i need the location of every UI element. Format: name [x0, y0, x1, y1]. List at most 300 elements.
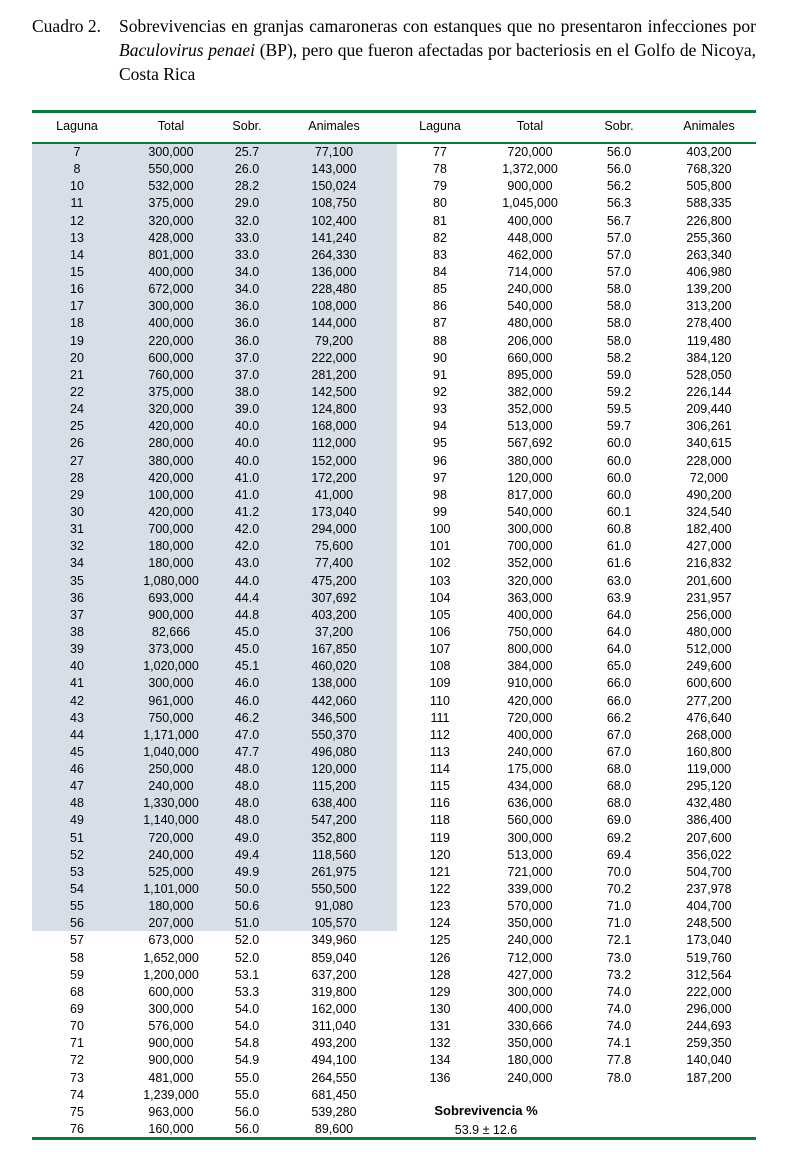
header-animales-left: Animales [308, 119, 360, 133]
table-row [0, 1035, 796, 1052]
right-cell-sobr: 66.0 [606, 693, 632, 708]
right-cell-total: 300,000 [507, 830, 553, 845]
left-cell-animales: 859,040 [311, 950, 357, 965]
left-cell-total: 963,000 [148, 1104, 194, 1119]
left-cell-laguna: 49 [70, 813, 84, 828]
right-cell-animales: 588,335 [686, 196, 732, 211]
right-cell-total: 339,000 [507, 882, 553, 897]
left-cell-total: 240,000 [148, 779, 194, 794]
left-cell-laguna: 38 [70, 624, 84, 639]
left-cell-laguna: 68 [70, 984, 84, 999]
left-cell-total: 300,000 [148, 299, 194, 314]
left-cell-sobr: 34.0 [234, 282, 260, 297]
left-cell-animales: 281,200 [311, 367, 357, 382]
right-cell-laguna: 113 [430, 744, 450, 759]
left-cell-total: 220,000 [148, 333, 194, 348]
right-cell-animales: 139,200 [686, 282, 732, 297]
right-cell-sobr: 56.0 [606, 145, 632, 159]
left-cell-sobr: 34.0 [234, 264, 260, 279]
right-cell-sobr: 68.0 [606, 779, 632, 794]
table-row [0, 1121, 400, 1138]
right-cell-laguna: 93 [433, 402, 447, 417]
left-cell-total: 207,000 [148, 916, 194, 931]
left-cell-laguna: 12 [70, 213, 84, 228]
left-cell-animales: 91,080 [314, 899, 354, 914]
left-cell-total: 82,666 [151, 624, 191, 639]
right-cell-sobr: 74.1 [606, 1036, 632, 1051]
left-cell-total: 240,000 [148, 847, 194, 862]
table-row [0, 881, 796, 898]
right-cell-total: 380,000 [507, 453, 553, 468]
right-table [0, 144, 796, 1087]
header-total-right: Total [516, 119, 544, 133]
left-cell-animales: 352,800 [311, 830, 357, 845]
left-cell-animales: 264,550 [311, 1070, 357, 1085]
table-row [0, 555, 796, 572]
right-cell-sobr: 72.1 [606, 933, 632, 948]
right-cell-total: 300,000 [507, 522, 553, 537]
left-cell-laguna: 34 [70, 556, 84, 571]
table-row [0, 521, 796, 538]
left-cell-laguna: 58 [70, 950, 84, 965]
right-cell-total: 513,000 [507, 847, 553, 862]
left-cell-laguna: 51 [70, 830, 84, 845]
right-cell-animales: 263,340 [686, 247, 732, 262]
right-cell-sobr: 64.0 [606, 624, 632, 639]
right-cell-sobr: 68.0 [606, 762, 632, 777]
right-cell-total: 567,692 [507, 436, 553, 451]
left-cell-laguna: 22 [70, 384, 84, 399]
left-cell-laguna: 7 [73, 145, 81, 159]
left-cell-animales: 349,960 [311, 933, 357, 948]
right-cell-laguna: 108 [429, 659, 451, 674]
left-cell-sobr: 28.2 [234, 179, 260, 194]
table-row [0, 932, 796, 949]
right-cell-sobr: 69.0 [606, 813, 632, 828]
right-cell-total: 636,000 [507, 796, 553, 811]
right-cell-laguna: 79 [433, 179, 447, 194]
right-cell-total: 120,000 [507, 470, 553, 485]
left-cell-total: 180,000 [148, 899, 194, 914]
left-cell-sobr: 46.0 [234, 693, 260, 708]
left-cell-sobr: 49.0 [234, 830, 260, 845]
left-cell-total: 300,000 [148, 676, 194, 691]
right-cell-laguna: 77 [433, 145, 447, 159]
left-cell-total: 1,101,000 [143, 882, 199, 897]
table-row [0, 727, 796, 744]
right-cell-laguna: 87 [433, 316, 447, 331]
left-cell-laguna: 40 [70, 659, 84, 674]
right-cell-laguna: 100 [429, 522, 451, 537]
left-cell-laguna: 76 [70, 1122, 84, 1137]
left-cell-laguna: 35 [70, 573, 84, 588]
right-cell-total: 560,000 [507, 813, 553, 828]
left-cell-animales: 475,200 [311, 573, 357, 588]
left-cell-laguna: 27 [70, 453, 84, 468]
left-cell-animales: 261,975 [311, 864, 357, 879]
left-cell-sobr: 54.0 [234, 1019, 260, 1034]
left-cell-total: 1,239,000 [143, 1087, 199, 1102]
left-cell-sobr: 45.0 [234, 624, 260, 639]
left-cell-sobr: 56.0 [234, 1122, 260, 1137]
right-cell-animales: 306,261 [686, 419, 732, 434]
right-cell-total: 427,000 [507, 967, 553, 982]
left-cell-animales: 311,040 [311, 1019, 357, 1034]
right-cell-animales: 768,320 [686, 162, 732, 177]
right-cell-laguna: 132 [429, 1036, 451, 1051]
table-row [0, 641, 796, 658]
right-cell-animales: 504,700 [686, 864, 732, 879]
right-cell-sobr: 61.6 [606, 556, 632, 571]
left-cell-total: 1,200,000 [143, 967, 199, 982]
left-cell-laguna: 36 [70, 590, 84, 605]
left-cell-laguna: 32 [70, 539, 84, 554]
right-cell-animales: 231,957 [686, 590, 732, 605]
left-cell-sobr: 39.0 [234, 402, 260, 417]
left-cell-animales: 173,040 [311, 504, 357, 519]
table-row [0, 761, 796, 778]
left-cell-total: 600,000 [148, 984, 194, 999]
right-cell-animales: 519,760 [686, 950, 732, 965]
right-cell-total: 384,000 [507, 659, 553, 674]
left-cell-laguna: 48 [70, 796, 84, 811]
right-cell-laguna: 95 [433, 436, 447, 451]
left-cell-sobr: 53.3 [234, 984, 260, 999]
right-cell-total: 462,000 [507, 247, 553, 262]
left-cell-total: 400,000 [148, 264, 194, 279]
right-cell-sobr: 58.2 [606, 350, 632, 365]
left-cell-laguna: 42 [70, 693, 84, 708]
left-cell-laguna: 37 [70, 607, 84, 622]
right-cell-sobr: 60.0 [606, 470, 632, 485]
header-total-left: Total [157, 119, 185, 133]
left-cell-laguna: 30 [70, 504, 84, 519]
left-cell-animales: 77,100 [314, 145, 354, 159]
right-cell-total: 700,000 [507, 539, 553, 554]
right-cell-total: 910,000 [507, 676, 553, 691]
left-cell-total: 100,000 [148, 487, 194, 502]
table-row [0, 1070, 796, 1087]
table-row [0, 658, 796, 675]
right-cell-animales: 140,040 [686, 1053, 732, 1068]
right-cell-laguna: 120 [429, 847, 451, 862]
left-cell-laguna: 24 [70, 402, 84, 417]
left-cell-sobr: 46.0 [234, 676, 260, 691]
right-cell-laguna: 129 [429, 984, 451, 999]
left-cell-laguna: 19 [70, 333, 84, 348]
left-cell-animales: 460,020 [311, 659, 357, 674]
right-cell-total: 714,000 [507, 264, 553, 279]
right-cell-laguna: 125 [429, 933, 451, 948]
right-cell-laguna: 84 [433, 264, 447, 279]
left-cell-sobr: 49.4 [234, 847, 260, 862]
left-cell-sobr: 32.0 [234, 213, 260, 228]
left-cell-animales: 105,570 [311, 916, 357, 931]
table-row [0, 778, 796, 795]
left-cell-animales: 307,692 [311, 590, 357, 605]
left-cell-sobr: 48.0 [234, 779, 260, 794]
left-cell-total: 550,000 [148, 162, 194, 177]
right-cell-total: 800,000 [507, 642, 553, 657]
right-cell-animales: 480,000 [686, 624, 732, 639]
left-cell-animales: 550,500 [311, 882, 357, 897]
right-cell-animales: 182,400 [686, 522, 732, 537]
right-cell-animales: 187,200 [686, 1070, 732, 1085]
left-cell-animales: 144,000 [311, 316, 357, 331]
left-cell-sobr: 47.7 [234, 744, 260, 759]
right-cell-animales: 432,480 [686, 796, 732, 811]
left-cell-laguna: 10 [70, 179, 84, 194]
left-cell-animales: 115,200 [311, 779, 357, 794]
right-cell-laguna: 130 [429, 1002, 451, 1017]
left-cell-laguna: 72 [70, 1053, 84, 1068]
table-row [0, 984, 796, 1001]
left-cell-sobr: 38.0 [234, 384, 260, 399]
left-cell-total: 300,000 [148, 145, 194, 159]
right-cell-total: 420,000 [507, 693, 553, 708]
left-cell-laguna: 55 [70, 899, 84, 914]
right-cell-sobr: 56.7 [606, 213, 632, 228]
left-cell-laguna: 14 [70, 247, 84, 262]
table-row [0, 504, 796, 521]
table-row [0, 418, 796, 435]
left-cell-sobr: 50.6 [234, 899, 260, 914]
right-cell-sobr: 58.0 [606, 282, 632, 297]
right-cell-laguna: 134 [429, 1053, 451, 1068]
right-cell-laguna: 124 [429, 916, 451, 931]
right-cell-total: 330,666 [507, 1019, 553, 1034]
right-cell-animales: 207,600 [686, 830, 732, 845]
table-row [0, 744, 796, 761]
right-cell-animales: 226,144 [686, 384, 732, 399]
right-cell-animales: 209,440 [686, 402, 732, 417]
right-cell-total: 720,000 [507, 710, 553, 725]
left-cell-total: 1,652,000 [143, 950, 199, 965]
right-cell-animales: 226,800 [686, 213, 732, 228]
left-cell-total: 160,000 [148, 1122, 194, 1137]
table-row [0, 812, 796, 829]
right-cell-laguna: 85 [433, 282, 447, 297]
left-cell-animales: 142,500 [311, 384, 357, 399]
right-cell-laguna: 111 [430, 710, 450, 725]
caption-italic: Baculovirus penaei [119, 40, 255, 60]
right-cell-sobr: 58.0 [606, 299, 632, 314]
right-cell-animales: 248,500 [686, 916, 732, 931]
right-cell-animales: 255,360 [686, 230, 732, 245]
left-cell-laguna: 15 [70, 264, 84, 279]
right-cell-animales: 490,200 [686, 487, 732, 502]
right-cell-laguna: 78 [433, 162, 447, 177]
right-cell-sobr: 64.0 [606, 642, 632, 657]
right-cell-sobr: 60.0 [606, 487, 632, 502]
right-cell-laguna: 92 [433, 384, 447, 399]
right-cell-laguna: 110 [430, 693, 450, 708]
table-row [0, 367, 796, 384]
right-cell-animales: 512,000 [686, 642, 732, 657]
left-cell-animales: 228,480 [311, 282, 357, 297]
right-cell-laguna: 86 [433, 299, 447, 314]
left-cell-total: 576,000 [148, 1019, 194, 1034]
right-cell-total: 320,000 [507, 573, 553, 588]
left-cell-sobr: 47.0 [234, 727, 260, 742]
left-cell-animales: 77,400 [314, 556, 354, 571]
left-cell-total: 375,000 [148, 384, 194, 399]
right-cell-total: 721,000 [507, 864, 553, 879]
table-row [0, 1104, 400, 1121]
left-cell-total: 1,140,000 [143, 813, 199, 828]
right-cell-sobr: 59.0 [606, 367, 632, 382]
left-cell-total: 320,000 [148, 402, 194, 417]
left-cell-total: 420,000 [148, 470, 194, 485]
right-cell-animales: 119,000 [686, 762, 732, 777]
left-cell-sobr: 44.0 [234, 573, 260, 588]
right-cell-animales: 256,000 [686, 607, 732, 622]
left-cell-sobr: 50.0 [234, 882, 260, 897]
table-row [0, 161, 796, 178]
right-cell-laguna: 114 [430, 762, 450, 777]
table-row [0, 898, 796, 915]
right-cell-animales: 268,000 [686, 727, 732, 742]
right-cell-sobr: 67.0 [606, 744, 632, 759]
left-cell-laguna: 47 [70, 779, 84, 794]
table-row [0, 573, 796, 590]
table-row [0, 864, 796, 881]
left-cell-laguna: 17 [70, 299, 84, 314]
left-cell-sobr: 33.0 [234, 247, 260, 262]
table-row [0, 1018, 796, 1035]
right-cell-total: 363,000 [507, 590, 553, 605]
right-cell-animales: 406,980 [686, 264, 732, 279]
right-cell-animales: 201,600 [686, 573, 732, 588]
table-row [0, 795, 796, 812]
table-row [0, 590, 796, 607]
left-cell-animales: 162,000 [311, 1002, 357, 1017]
left-cell-laguna: 73 [70, 1070, 84, 1085]
right-cell-animales: 403,200 [686, 145, 732, 159]
left-cell-animales: 319,800 [311, 984, 357, 999]
table-row [0, 435, 796, 452]
header-laguna-right: Laguna [419, 119, 461, 133]
header-laguna-left: Laguna [56, 119, 98, 133]
left-cell-total: 760,000 [148, 367, 194, 382]
left-cell-laguna: 57 [70, 933, 84, 948]
left-cell-sobr: 45.1 [234, 659, 260, 674]
left-cell-total: 380,000 [148, 453, 194, 468]
left-cell-total: 700,000 [148, 522, 194, 537]
table-row [0, 675, 796, 692]
left-cell-laguna: 45 [70, 744, 84, 759]
right-cell-total: 382,000 [507, 384, 553, 399]
right-cell-animales: 278,400 [686, 316, 732, 331]
right-cell-total: 240,000 [507, 933, 553, 948]
table-row [0, 213, 796, 230]
right-cell-animales: 312,564 [686, 967, 732, 982]
table-row [0, 401, 796, 418]
left-cell-laguna: 16 [70, 282, 84, 297]
left-cell-laguna: 20 [70, 350, 84, 365]
left-cell-animales: 143,000 [311, 162, 357, 177]
right-cell-animales: 160,800 [686, 744, 732, 759]
right-cell-sobr: 74.0 [606, 1019, 632, 1034]
right-cell-total: 352,000 [507, 402, 553, 417]
right-cell-total: 180,000 [507, 1053, 553, 1068]
right-cell-total: 895,000 [507, 367, 553, 382]
right-cell-animales: 259,350 [686, 1036, 732, 1051]
left-cell-sobr: 41.2 [234, 504, 260, 519]
left-cell-sobr: 48.0 [234, 762, 260, 777]
right-cell-total: 900,000 [507, 179, 553, 194]
left-cell-animales: 108,000 [311, 299, 357, 314]
right-cell-sobr: 73.2 [606, 967, 632, 982]
left-cell-sobr: 25.7 [234, 145, 260, 159]
left-cell-laguna: 26 [70, 436, 84, 451]
table-row [0, 847, 796, 864]
left-cell-animales: 172,200 [311, 470, 357, 485]
left-cell-sobr: 46.2 [234, 710, 260, 725]
left-cell-sobr: 52.0 [234, 950, 260, 965]
left-cell-sobr: 41.0 [234, 470, 260, 485]
left-cell-animales: 41,000 [314, 487, 354, 502]
left-cell-laguna: 46 [70, 762, 84, 777]
left-cell-total: 600,000 [148, 350, 194, 365]
right-cell-laguna: 112 [430, 727, 450, 742]
right-cell-sobr: 78.0 [606, 1070, 632, 1085]
right-cell-sobr: 66.0 [606, 676, 632, 691]
right-cell-animales: 244,693 [686, 1019, 732, 1034]
table-row [0, 950, 796, 967]
right-cell-sobr: 67.0 [606, 727, 632, 742]
table-row [0, 264, 796, 281]
right-cell-animales: 277,200 [686, 693, 732, 708]
right-cell-total: 1,045,000 [502, 196, 558, 211]
right-cell-total: 660,000 [507, 350, 553, 365]
left-cell-laguna: 75 [70, 1104, 84, 1119]
left-cell-laguna: 8 [73, 162, 81, 177]
right-cell-total: 448,000 [507, 230, 553, 245]
right-cell-total: 434,000 [507, 779, 553, 794]
left-cell-sobr: 42.0 [234, 539, 260, 554]
right-cell-total: 175,000 [507, 762, 553, 777]
left-cell-sobr: 48.0 [234, 796, 260, 811]
left-cell-animales: 79,200 [314, 333, 354, 348]
left-cell-animales: 264,330 [311, 247, 357, 262]
right-cell-sobr: 60.1 [606, 504, 632, 519]
right-cell-laguna: 106 [429, 624, 451, 639]
left-cell-sobr: 55.0 [234, 1087, 260, 1102]
left-cell-sobr: 52.0 [234, 933, 260, 948]
table-row [0, 538, 796, 555]
right-cell-total: 400,000 [507, 1002, 553, 1017]
right-cell-total: 350,000 [507, 916, 553, 931]
right-cell-total: 350,000 [507, 1036, 553, 1051]
summary-label: Sobrevivencia % [434, 1103, 538, 1118]
left-cell-laguna: 25 [70, 419, 84, 434]
left-cell-animales: 152,000 [311, 453, 357, 468]
right-cell-laguna: 99 [433, 504, 447, 519]
table-row [0, 470, 796, 487]
left-cell-animales: 547,200 [311, 813, 357, 828]
right-cell-sobr: 63.9 [606, 590, 632, 605]
left-cell-total: 1,330,000 [143, 796, 199, 811]
table-row [0, 487, 796, 504]
left-cell-laguna: 18 [70, 316, 84, 331]
left-cell-animales: 37,200 [314, 624, 354, 639]
left-cell-animales: 124,800 [311, 402, 357, 417]
left-cell-total: 1,020,000 [143, 659, 199, 674]
left-cell-animales: 493,200 [311, 1036, 357, 1051]
left-cell-laguna: 70 [70, 1019, 84, 1034]
table-row [0, 453, 796, 470]
